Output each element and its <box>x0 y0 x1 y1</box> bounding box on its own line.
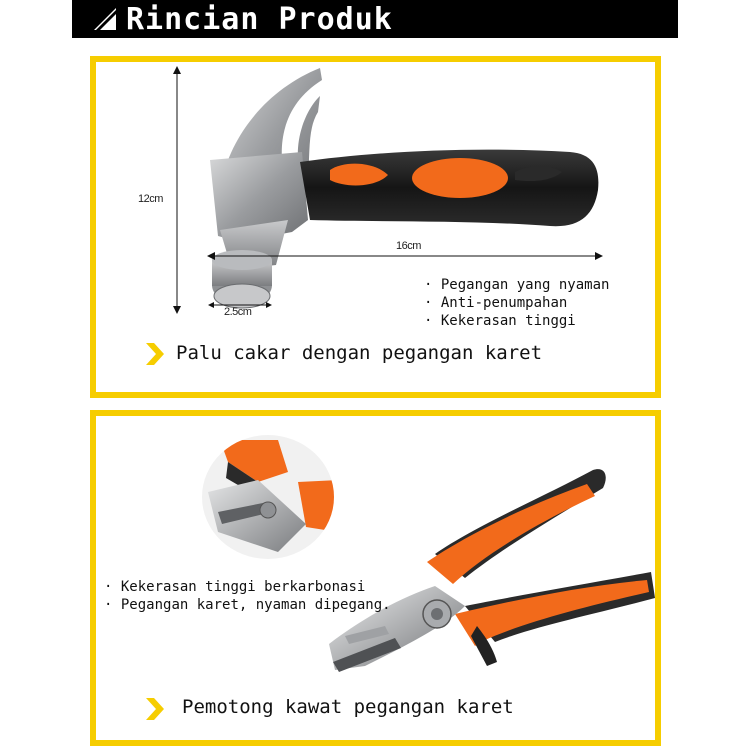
list-item: · Pegangan karet, nyaman dipegang. <box>104 597 391 613</box>
length-label: 16cm <box>396 240 421 252</box>
list-item: · Pegangan yang nyaman <box>424 277 610 293</box>
pliers-image <box>325 466 655 686</box>
header-arrow-icon <box>92 6 118 32</box>
hammer-caption: Palu cakar dengan pegangan karet <box>176 342 543 364</box>
height-dimension-line <box>170 66 184 316</box>
height-label: 12cm <box>138 193 163 205</box>
list-item: · Anti-penumpahan <box>424 295 568 311</box>
pliers-closeup-image <box>198 432 338 562</box>
list-item: · Kekerasan tinggi <box>424 313 576 329</box>
pliers-caption: Pemotong kawat pegangan karet <box>182 696 514 718</box>
hammer-feature-list <box>424 276 609 330</box>
pliers-feature-list <box>104 578 391 614</box>
chevron-right-icon <box>144 696 166 722</box>
chevron-right-icon <box>144 341 166 367</box>
face-label: 2.5cm <box>224 306 252 318</box>
page-title: Rincian Produk <box>126 2 393 37</box>
list-item: · Kekerasan tinggi berkarbonasi <box>104 579 366 595</box>
